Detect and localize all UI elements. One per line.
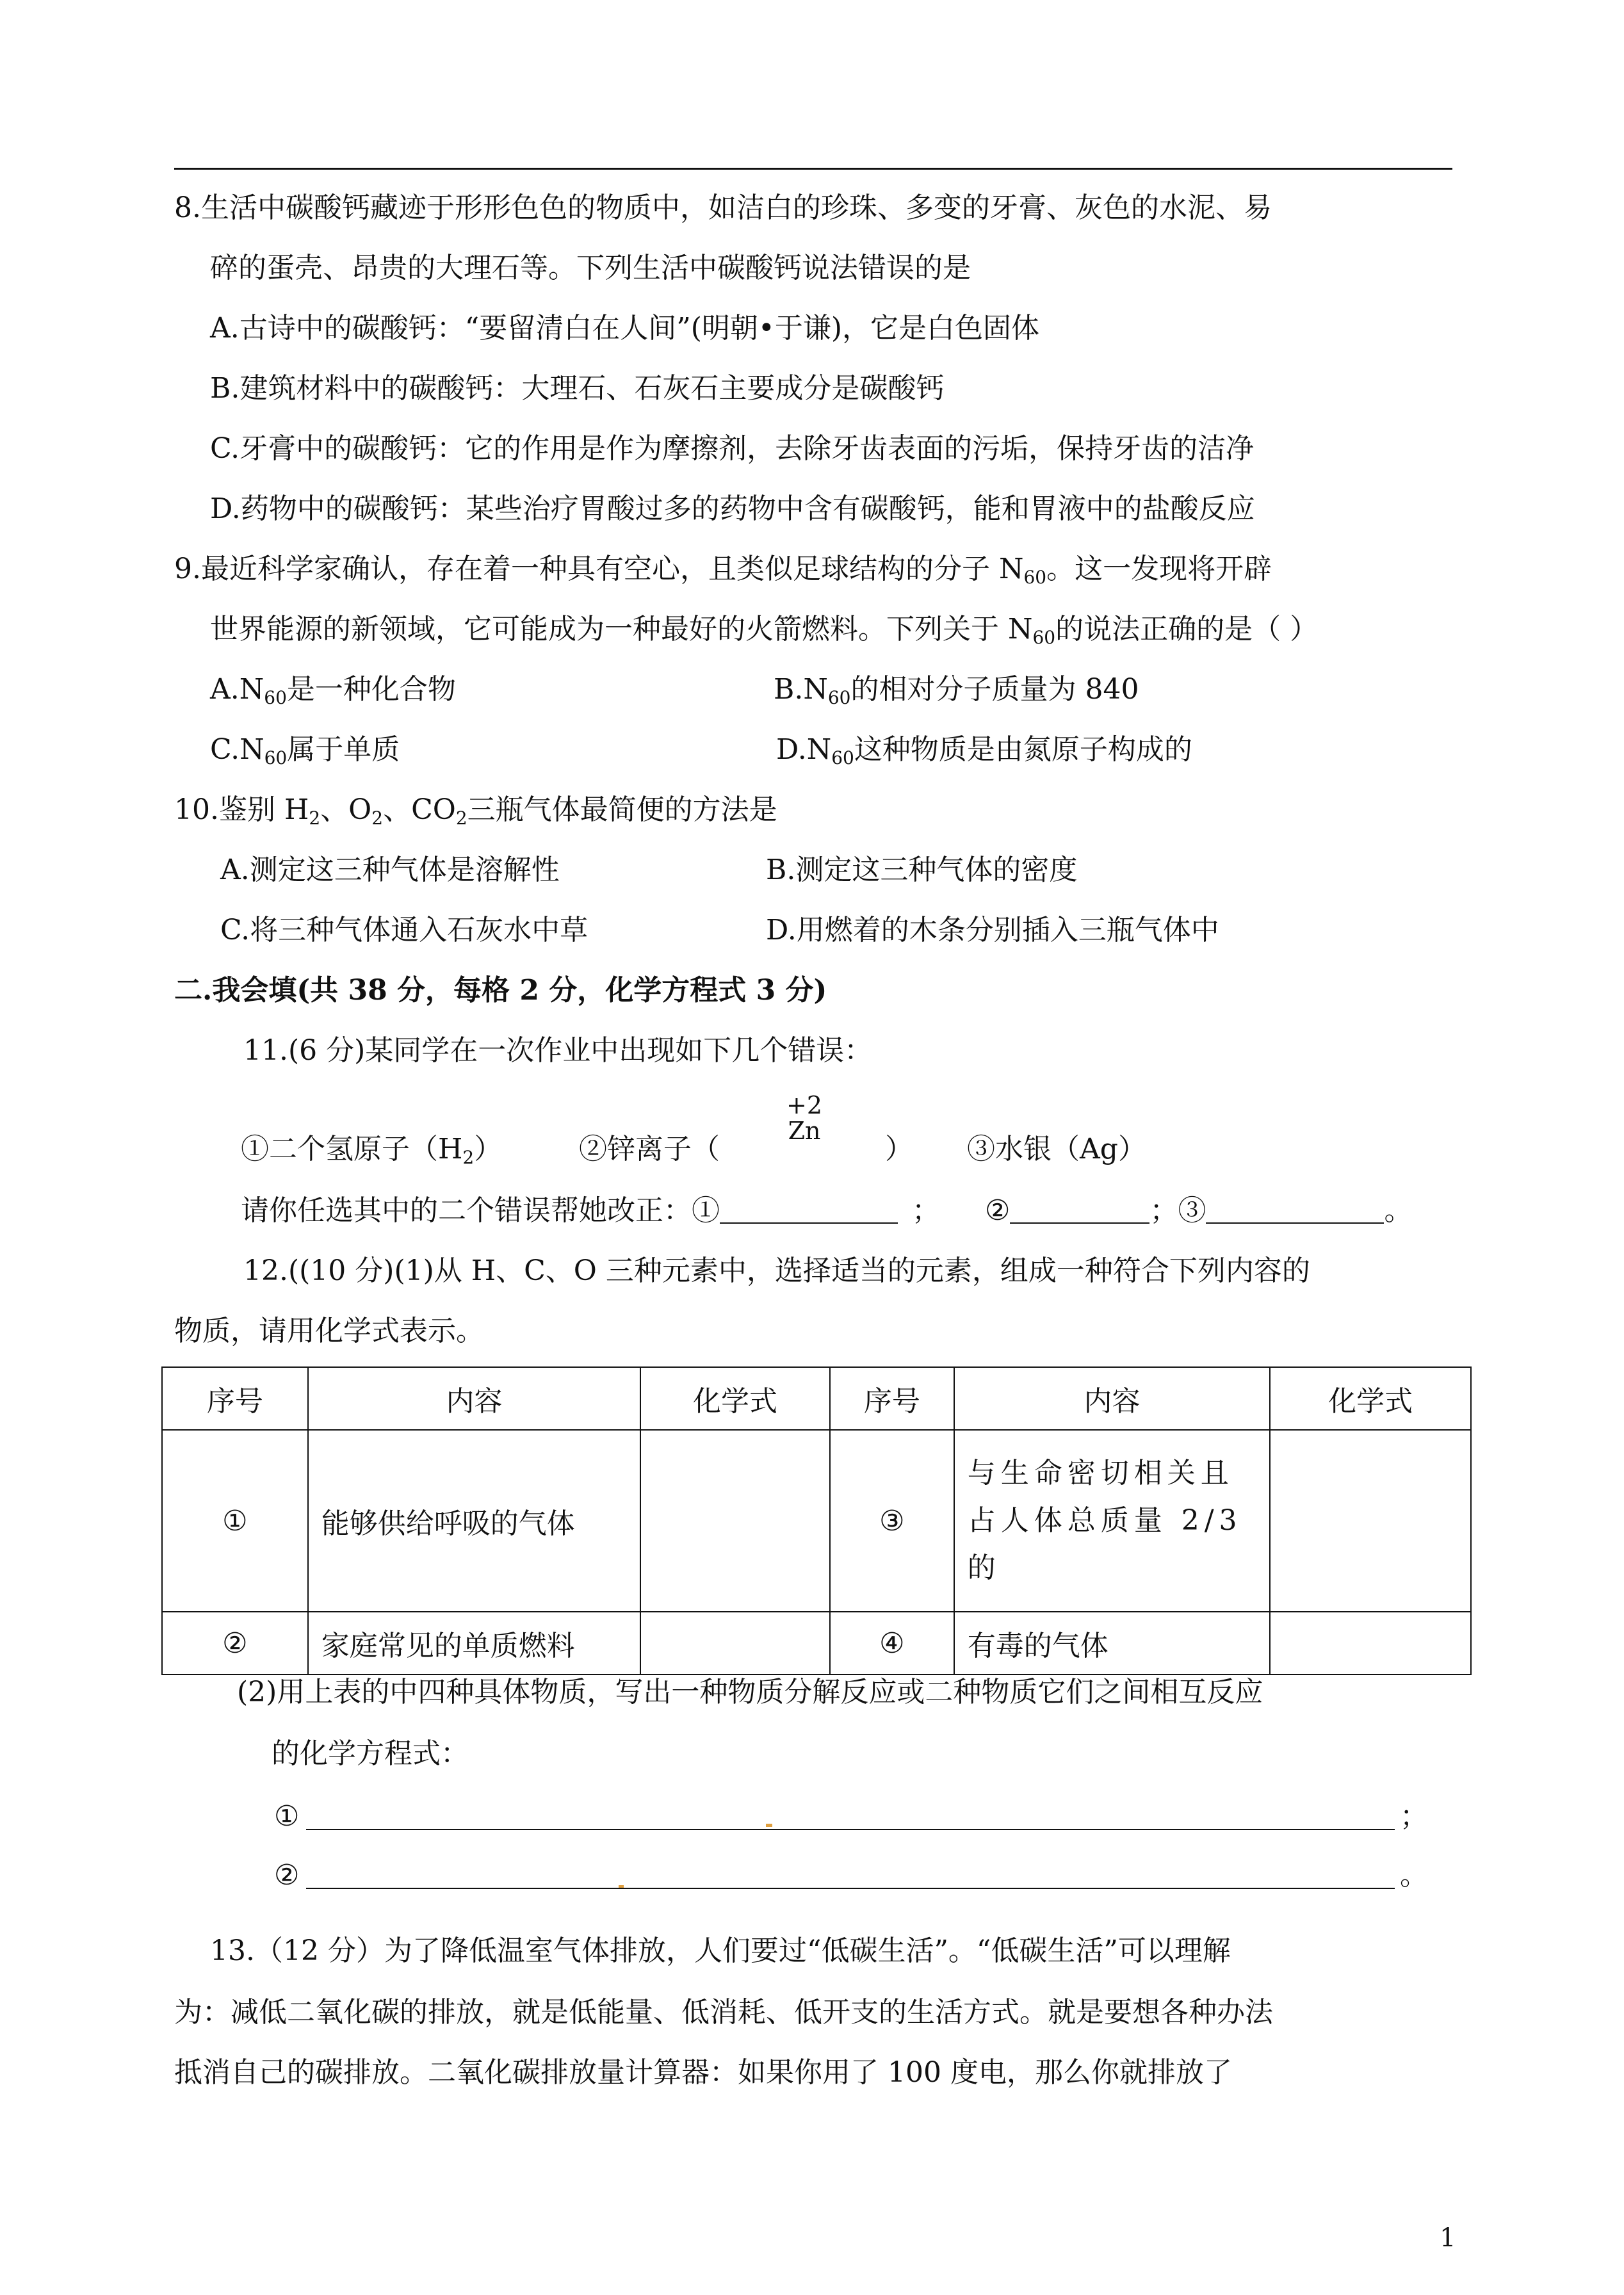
q9-option-a: $A.N_{60}$是一种化合物 bbox=[210, 673, 456, 708]
row-formula-cell[interactable] bbox=[1270, 1612, 1471, 1675]
equation-blank-1[interactable] bbox=[306, 1829, 1395, 1830]
q9-option-b: $B.N_{60}$的相对分子质量为 840 bbox=[774, 673, 1139, 708]
q12-eq1-end: ； bbox=[1400, 1800, 1428, 1833]
q11-stem: 11.(6 分)某同学在一次作业中出现如下几个错误： bbox=[243, 1034, 873, 1067]
zinc-ion-notation bbox=[786, 1092, 822, 1144]
q10-option-d: D.用燃着的木条分别插入三瓶气体中 bbox=[766, 914, 1219, 946]
answer-blank-2[interactable] bbox=[1010, 1196, 1149, 1224]
row-formula-cell[interactable] bbox=[640, 1430, 830, 1612]
q8-stem-line-1: 8.生活中碳酸钙藏迹于形形色色的物质中，如洁白的珍珠、多变的牙膏、灰色的水泥、易 bbox=[174, 191, 1272, 224]
q10-option-a: A.测定这三种气体是溶解性 bbox=[220, 854, 560, 886]
row-no: ② bbox=[162, 1612, 308, 1675]
q10-option-b: B.测定这三种气体的密度 bbox=[766, 854, 1078, 886]
table-row bbox=[162, 1430, 1471, 1612]
q13-line-1: 13.（12 分）为了降低温室气体排放，人们要过“低碳生活”。“低碳生活”可以理解 bbox=[210, 1934, 1231, 1967]
header-formula-1: 化学式 bbox=[640, 1367, 830, 1430]
q11-item-2: ②锌离子（ bbox=[579, 1133, 720, 1165]
row-no: ④ bbox=[830, 1612, 954, 1675]
row-content: 能够供给呼吸的气体 bbox=[308, 1430, 640, 1612]
table-row bbox=[162, 1612, 1471, 1675]
row-no: ① bbox=[162, 1430, 308, 1612]
q12-table bbox=[161, 1366, 1472, 1675]
zinc-symbol: Zn bbox=[788, 1117, 821, 1145]
q8-option-c: C.牙膏中的碳酸钙：它的作用是作为摩擦剂，去除牙齿表面的污垢，保持牙齿的洁净 bbox=[210, 432, 1255, 465]
row-formula-cell[interactable] bbox=[640, 1612, 830, 1675]
q9-stem-line-2: 世界能源的新领域，它可能成为一种最好的火箭燃料。下列关于 $N_{60}$的说法正确的是（ ） bbox=[210, 613, 1319, 648]
q13-line-3: 抵消自己的碳排放。二氧化碳排放量计算器：如果你用了 100 度电，那么你就排放了 bbox=[174, 2056, 1232, 2089]
q12-stem-line-2: 物质，请用化学式表示。 bbox=[174, 1315, 484, 1347]
row-content: 有毒的气体 bbox=[954, 1612, 1271, 1675]
header-rule bbox=[174, 168, 1452, 170]
answer-blank-1[interactable] bbox=[720, 1196, 898, 1224]
q12-eq2-label: ② bbox=[274, 1859, 300, 1892]
header-content-2: 内容 bbox=[954, 1367, 1271, 1430]
q11-item-3: ③水银（Ag） bbox=[967, 1133, 1146, 1165]
q13-line-2: 为：减低二氧化碳的排放，就是低能量、低消耗、低开支的生活方式。就是要想各种办法 bbox=[174, 1996, 1273, 2029]
q10-stem: 10.鉴别 $H_2$、$O_2$、$CO_2$三瓶气体最简便的方法是 bbox=[174, 793, 777, 829]
q12-stem-line-1: 12.((10 分)(1)从 H、C、O 三种元素中，选择适当的元素，组成一种符合下列内容的 bbox=[243, 1254, 1310, 1287]
section-2-title: 二.我会填(共 38 分，每格 2 分，化学方程式 3 分) bbox=[174, 974, 827, 1007]
q11-item-1: ①二个氢原子$(H_2)$ bbox=[241, 1133, 503, 1168]
header-content-1: 内容 bbox=[308, 1367, 640, 1430]
answer-blank-3[interactable] bbox=[1206, 1196, 1384, 1224]
stray-mark bbox=[619, 1885, 624, 1888]
q12-part2-line-2: 的化学方程式： bbox=[272, 1737, 469, 1770]
row-no: ③ bbox=[830, 1430, 954, 1612]
q8-option-a: A.古诗中的碳酸钙：“要留清白在人间”(明朝•于谦)，它是白色固体 bbox=[210, 312, 1040, 345]
q10-option-c: C.将三种气体通入石灰水中草 bbox=[220, 914, 589, 946]
header-no-1: 序号 bbox=[162, 1367, 308, 1430]
q8-stem-line-2: 碎的蛋壳、昂贵的大理石等。下列生活中碳酸钙说法错误的是 bbox=[210, 252, 971, 284]
q12-eq2-end: 。 bbox=[1400, 1859, 1428, 1892]
q12-part2-line-1: (2)用上表的中四种具体物质，写出一种物质分解反应或二种物质它们之间相互反应 bbox=[237, 1676, 1263, 1708]
page-number: 1 bbox=[1440, 2223, 1456, 2253]
q11-fix-line: 请你任选其中的二个错误帮她改正：① ； ② ；③ 。 bbox=[241, 1194, 1413, 1227]
header-formula-2: 化学式 bbox=[1270, 1367, 1471, 1430]
q11-item-2-close: ） bbox=[885, 1133, 913, 1165]
row-content: 家庭常见的单质燃料 bbox=[308, 1612, 640, 1675]
q8-option-b: B.建筑材料中的碳酸钙：大理石、石灰石主要成分是碳酸钙 bbox=[210, 372, 945, 405]
zinc-charge: +2 bbox=[786, 1091, 823, 1119]
q8-option-d: D.药物中的碳酸钙：某些治疗胃酸过多的药物中含有碳酸钙，能和胃液中的盐酸反应 bbox=[210, 492, 1255, 525]
q9-option-d: $D.N_{60}$这种物质是由氮原子构成的 bbox=[776, 733, 1192, 768]
row-content: 与生命密切相关且占人体总质量 2/3 的 bbox=[954, 1430, 1271, 1612]
q12-eq1-label: ① bbox=[274, 1800, 300, 1833]
header-no-2: 序号 bbox=[830, 1367, 954, 1430]
table-header-row bbox=[162, 1367, 1471, 1430]
q9-option-c: $C.N_{60}$属于单质 bbox=[210, 733, 400, 768]
row-formula-cell[interactable] bbox=[1270, 1430, 1471, 1612]
equation-blank-2[interactable] bbox=[306, 1888, 1395, 1889]
q9-stem-line-1: 9.最近科学家确认，存在着一种具有空心，且类似足球结构的分子 $N_{60}$。这一发现将开辟 bbox=[174, 553, 1272, 588]
stray-mark bbox=[766, 1824, 772, 1827]
